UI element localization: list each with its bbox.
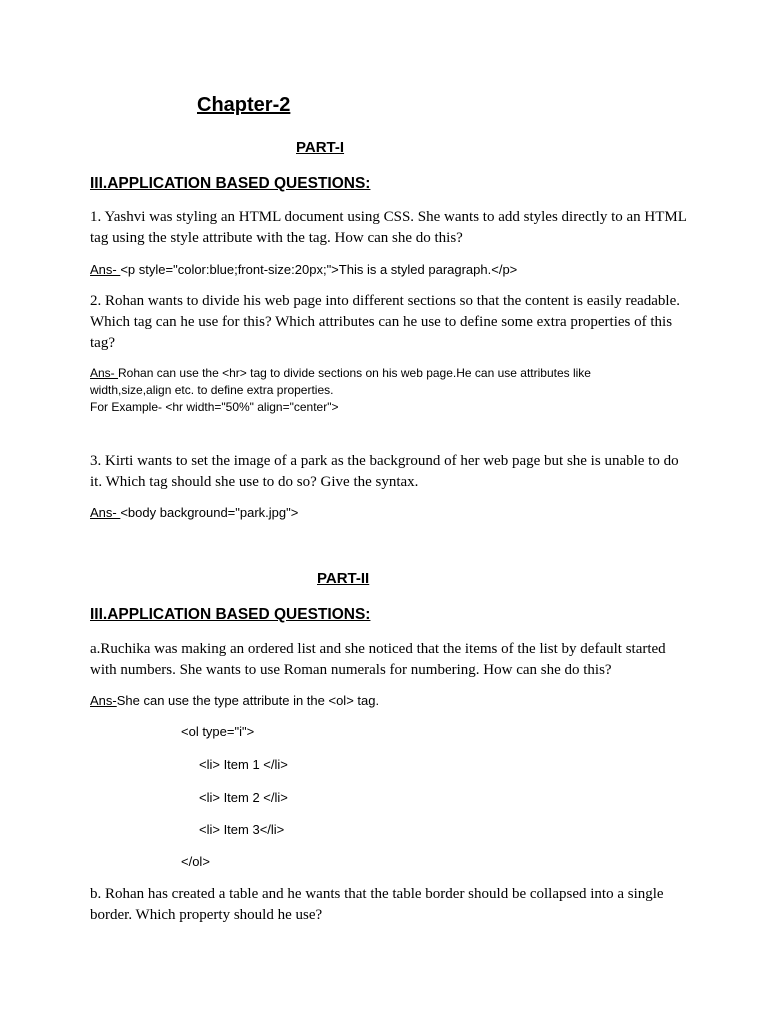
part2-heading: PART-II — [317, 570, 370, 587]
code-line-item-2: <li> Item 2 </li> — [199, 790, 288, 805]
answer-text: Rohan can use the <hr> tag to divide sections on his web page.He can use attributes like width,size,align etc. to define extra properties. — [90, 366, 591, 397]
part1-section-title: III.APPLICATION BASED QUESTIONS: — [90, 175, 371, 192]
part1-question-1: 1. Yashvi was styling an HTML document using CSS. She wants to add styles directly to an HTML tag using the style attribute with the tag. How can she do this? — [90, 209, 687, 246]
answer-text: <p style="color:blue;front-size:20px;">This is a styled paragraph.</p> — [120, 262, 518, 277]
part2-section-title: III.APPLICATION BASED QUESTIONS: — [90, 606, 371, 623]
answer-label: Ans- — [90, 366, 119, 380]
part1-question-2: 2. Rohan wants to divide his web page into different sections so that the content is easily readable. Which tag can he use for this? Which attributes can he use to define some extra properties of this tag? — [90, 293, 680, 351]
code-line-item-3: <li> Item 3</li> — [199, 822, 285, 837]
chapter-title: Chapter-2 — [197, 94, 291, 116]
part2-question-a: a.Ruchika was making an ordered list and she noticed that the items of the list by default started with numbers. She wants to use Roman numerals for numbering. How can she do this? — [90, 641, 666, 678]
answer-label: Ans- — [90, 505, 121, 520]
part2-question-b: b. Rohan has created a table and he wants that the table border should be collapsed into a single border. Which property should he use? — [90, 886, 664, 923]
part1-answer-2-example: For Example- <hr width="50%" align="center"> — [90, 400, 339, 414]
part1-question-3: 3. Kirti wants to set the image of a park as the background of her web page but she is unable to do it. Which tag should she use to do so? Give the syntax. — [90, 453, 679, 490]
answer-text: She can use the type attribute in the <ol> tag. — [116, 693, 380, 708]
code-line-ol-open: <ol type="i"> — [181, 724, 255, 739]
answer-label: Ans- — [90, 262, 121, 277]
part1-heading: PART-I — [296, 139, 345, 156]
code-line-item-1: <li> Item 1 </li> — [199, 757, 288, 772]
code-line-ol-close: </ol> — [181, 854, 210, 869]
answer-text: <body background="park.jpg"> — [120, 505, 299, 520]
part1-answer-1 — [90, 261, 517, 278]
part1-answer-3 — [90, 504, 298, 521]
part1-answer-2 — [90, 365, 670, 399]
answer-label: Ans- — [90, 693, 117, 708]
part2-answer-a — [90, 692, 379, 709]
